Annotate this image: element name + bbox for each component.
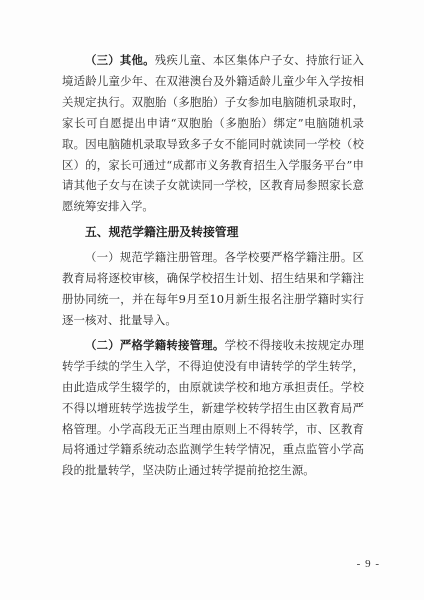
document-body [62, 50, 364, 485]
paragraph-other [62, 50, 364, 217]
page-number: - 9 - [356, 558, 380, 570]
paragraph-registration-lead: （一） [85, 250, 120, 265]
section-heading: 五、规范学籍注册及转接管理 [85, 225, 239, 240]
paragraph-transfer-text: 学校不得接收未按规定办理转学手续的学生入学，不得迫使没有申请转学的学生转学，由此造成学生辍学的，由原就读学校和地方承担责任。学校不得以增班转学选拔学生，新建学校转学招生由区教育局严格管理。小学高段无正当理由原则上不得转学，市、区教育局将通过学籍系统动态监测学生转学情况，重点监管小学高段的批量转学，坚决防止通过转学提前抢挖生源。 [62, 337, 365, 478]
paragraph-transfer-lead: （二）严格学籍转接管理。 [85, 337, 225, 352]
paragraph-registration-text: 规范学籍注册管理。各学校要严格学籍注册。区教育局将逐校审核，确保学校招生计划、招生结果和学籍注册协同统一，并在每年9月至10月新生报名注册学籍时实行逐一核对、批量导入。 [62, 250, 364, 327]
paragraph-other-text: 残疾儿童、本区集体户子女、持旅行证入境适龄儿童少年、在双港澳台及外籍适龄儿童少年入学按相关规定执行。双胞胎（多胞胎）子女参加电脑随机录取时，家长可自愿提出申请“双胞胎（多胞胎）绑定”电脑随机录取。因电脑随机录取导致多子女不能同时就读同一学校（校区）的，家长可通过“成都市义务教育招生入学服务平台”申请其他子女与在读子女就读同一学校，区教育局参照家长意愿统筹安排入学。 [62, 53, 364, 214]
paragraph-registration [62, 247, 364, 331]
paragraph-transfer [62, 335, 364, 481]
paragraph-other-lead: （三）其他。 [85, 53, 155, 67]
